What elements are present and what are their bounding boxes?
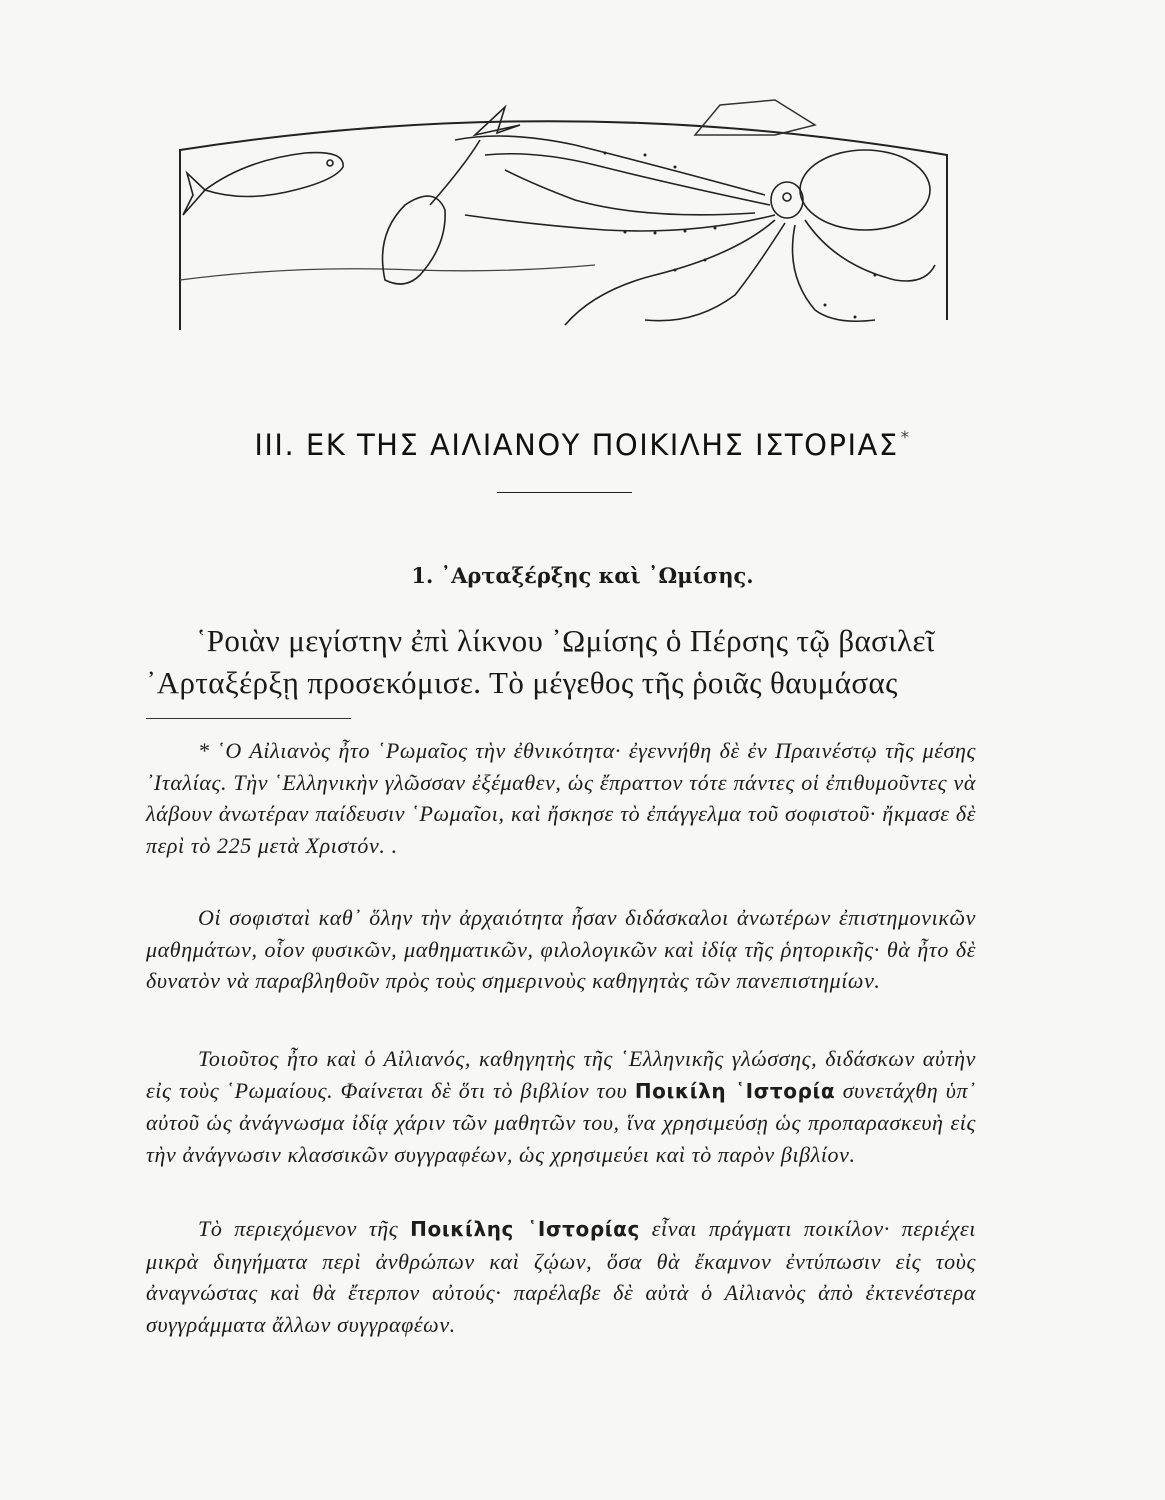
- title-divider: [497, 492, 632, 493]
- footnote-paragraph: * ῾Ο Αἰλιανὸς ἦτο ῾Ρωμαῖος τὴν ἐθνικότητα· ἐγεννήθη δὲ ἐν Πραινέστῳ τῆς μέσης ᾿Ιταλίας. Τὴν ῾Ελληνικὴν γλῶσσαν ἐξέμαθεν, ὡς ἔπραττον τότε πάντες οἱ ἐπιθυμοῦντες νὰ λάβουν ἀνωτέραν παίδευσιν ῾Ρωμαῖοι, καὶ ἤσκησε τὸ ἐπάγγελμα τοῦ σοφιστοῦ· ἤκμασε δὲ περὶ τὸ 225 μετὰ Χριστόν. .: [146, 738, 976, 858]
- section-title: 1. ᾿Αρταξέρξης καὶ ᾿Ωμίσης.: [411, 563, 754, 588]
- footnote-paragraph: Τοιοῦτος ἦτο καὶ ὁ Αἰλιανός, καθηγητὴς τῆς ῾Ελληνικῆς γλώσσης, διδάσκων αὐτὴν εἰς τοὺς ῾Ρωμαίους. Φαίνεται δὲ ὅτι τὸ βιβλίον του Ποικίλη ῾Ιστορία συνετάχθη ὑπ᾿ αὐτοῦ ὡς ἀνάγνωσμα ἰδίᾳ χάριν τῶν μαθητῶν του, ἵνα χρησιμεύσῃ ὡς προπαρασκευὴ εἰς τὴν ἀνάγνωσιν κλασσικῶν συγγραφέων, ὡς χρησιμεύει καὶ τὸ παρὸν βιβλίον.: [146, 1046, 976, 1167]
- main-text: [146, 620, 976, 704]
- chapter-title: III. ΕΚ ΤΗΣ ΑΙΛΙΑΝΟΥ ΠΟΙΚΙΛΗΣ ΙΣΤΟΡΙΑΣ *: [254, 428, 911, 462]
- main-text-line: ῾Ροιὰν μεγίστην ἐπὶ λίκνου ᾿Ωμίσης ὁ Πέρσης τῷ βασιλεῖ: [196, 623, 935, 658]
- octopus: [455, 136, 935, 325]
- footnote-paragraph: Οἱ σοφισταὶ καθ᾿ ὅλην τὴν ἀρχαιότητα ἦσαν διδάσκαλοι ἀνωτέρων ἐπιστημονικῶν μαθημάτων, οἷον φυσικῶν, μαθηματικῶν, φιλολογικῶν καὶ ἰδίᾳ τῆς ῥητορικῆς· θὰ ἦτο δὲ δυνατὸν νὰ παραβληθοῦν πρὸς τοὺς σημερινοὺς καθηγητὰς τῶν πανεπιστημίων.: [146, 905, 976, 993]
- book-title: Ποικίλη ῾Ιστορία: [634, 1078, 836, 1103]
- footnote-divider: [146, 718, 351, 719]
- footnote-paragraph: Τὸ περιεχόμενον τῆς Ποικίλης ῾Ιστορίας εἶναι πράγματι ποικίλον· περιέχει μικρὰ διηγήματα περὶ ἀνθρώπων καὶ ζῴων, ὅσα θὰ ἔκαμνον ἐντύπωσιν εἰς τοὺς ἀναγνώστας καὶ θὰ ἔτερπον αὐτούς· παρέλαβε δὲ αὐτὰ ὁ Αἰλιανὸς ἀπὸ ἐκτενέστερα συγγράμματα ἄλλων συγγραφέων.: [146, 1216, 976, 1337]
- book-title: Ποικίλης ῾Ιστορίας: [410, 1217, 640, 1241]
- octopus-fish-illustration: [175, 95, 955, 335]
- fish-upper: [183, 153, 343, 215]
- main-text-line: ᾿Αρταξέρξῃ προσεκόμισε. Τὸ μέγεθος τῆς ῥοιᾶς θαυμάσας: [146, 665, 898, 700]
- fish-lower: [383, 107, 521, 284]
